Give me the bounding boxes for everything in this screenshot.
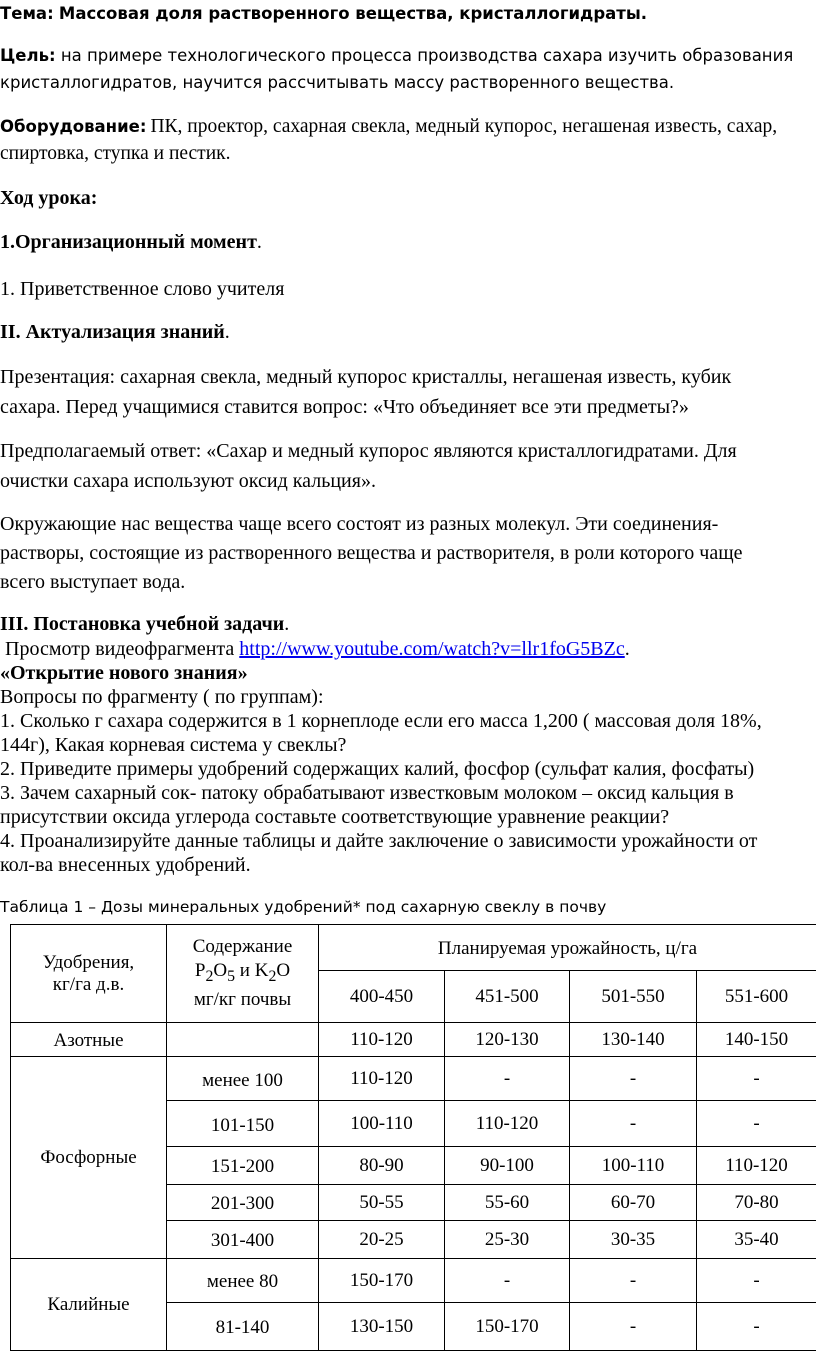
table-cell: 25-30	[445, 1221, 570, 1259]
goal-text-1: на примере технологического процесса производства сахара изучить образования	[60, 46, 794, 65]
yield-range: 400-450	[319, 971, 445, 1023]
header-content-line1: Содержание	[192, 935, 293, 957]
equipment-text-1: ПК, проектор, сахарная свекла, медный купорос, негашеная известь, сахар,	[150, 116, 778, 137]
table-cell: -	[570, 1101, 697, 1147]
header-content-o: O	[213, 959, 228, 981]
yield-range: 501-550	[570, 971, 697, 1023]
table-header-row	[11, 925, 816, 971]
fertilizer-dose-table	[10, 924, 816, 1351]
table-cell: -	[445, 1259, 570, 1303]
table-cell: 70-80	[697, 1185, 816, 1221]
table-cell: 110-120	[319, 1023, 445, 1057]
table-cell: 120-130	[445, 1023, 570, 1057]
table-cell: 100-110	[570, 1147, 697, 1185]
table-cell: -	[570, 1303, 697, 1351]
section2-p3-line3: всего выступает вода.	[0, 571, 186, 593]
nitrogen-row	[11, 1023, 816, 1057]
table-cell: 150-170	[319, 1259, 445, 1303]
header-content-line3: мг/кг почвы	[193, 989, 292, 1011]
header-fertilizer	[11, 925, 167, 1023]
topic-label: Тема:	[0, 4, 54, 23]
equipment-label: Оборудование:	[0, 117, 147, 136]
table-cell: 30-35	[570, 1221, 697, 1259]
question-4-line2: кол-ва внесенных удобрений.	[0, 854, 251, 876]
header-content-and: и K	[235, 959, 269, 981]
table-cell: -	[570, 1057, 697, 1101]
phosphorus-content: 201-300	[167, 1185, 319, 1221]
section3-title-line: III. Постановка учебной задачи.	[0, 613, 290, 635]
header-content-p-sub: 2	[205, 967, 214, 985]
header-fertilizer-line2: кг/га д.в.	[52, 973, 125, 995]
table-cell: -	[697, 1057, 816, 1101]
table-cell: -	[697, 1101, 816, 1147]
goal-line-2: кристаллогидратов, научится рассчитывать массу растворенного вещества.	[0, 73, 675, 92]
header-yield: Планируемая урожайность, ц/га	[319, 925, 816, 971]
table-cell: -	[697, 1259, 816, 1303]
question-3-line2: присутствии оксида углерода составьте соответствующие уравнение реакции?	[0, 806, 670, 828]
section1-item: 1. Приветственное слово учителя	[0, 278, 285, 300]
section2-title-line: II. Актуализация знаний.	[0, 321, 230, 343]
table-cell: -	[445, 1057, 570, 1101]
lesson-heading: Ход урока:	[0, 187, 98, 209]
phosphorus-row	[11, 1057, 816, 1101]
section2-p3-line2: растворы, состоящие из растворенного вещества и растворителя, в роли которого чаще	[0, 542, 743, 564]
section2-title: II. Актуализация знаний	[0, 321, 225, 343]
table-cell: 55-60	[445, 1185, 570, 1221]
table-cell: 110-120	[445, 1101, 570, 1147]
nitrogen-content	[167, 1023, 319, 1057]
video-line: Просмотр видеофрагмента http://www.youtube.com/watch?v=llr1foG5BZc.	[0, 638, 630, 660]
header-content-line2	[169, 959, 316, 989]
section1-title-line: 1.Организационный момент.	[0, 231, 262, 253]
new-knowledge-heading: «Открытие нового знания»	[0, 662, 248, 684]
phosphorus-name: Фосфорные	[11, 1057, 167, 1259]
header-content-o-sub: 5	[227, 967, 236, 985]
equipment-line-1	[0, 116, 777, 138]
table-cell: 130-150	[319, 1303, 445, 1351]
header-fertilizer-line1: Удобрения,	[42, 951, 135, 973]
potassium-row	[11, 1259, 816, 1303]
question-1-line1: 1. Сколько г сахара содержится в 1 корнеплоде если его масса 1,200 ( массовая доля 18%,	[0, 710, 762, 732]
table-cell: 90-100	[445, 1147, 570, 1185]
equipment-line-2: спиртовка, ступка и пестик.	[0, 143, 231, 164]
table-cell: 110-120	[697, 1147, 816, 1185]
section2-p3-line1: Окружающие нас вещества чаще всего состоят из разных молекул. Эти соединения-	[0, 513, 719, 535]
header-content-k-sub: 2	[268, 967, 277, 985]
nitrogen-name: Азотные	[11, 1023, 167, 1057]
section1-title: 1.Организационный момент	[0, 231, 257, 253]
table-cell: 110-120	[319, 1057, 445, 1101]
questions-intro: Вопросы по фрагменту ( по группам):	[0, 686, 324, 708]
video-prefix: Просмотр видеофрагмента	[0, 638, 240, 660]
phosphorus-content: 101-150	[167, 1101, 319, 1147]
table-cell: 35-40	[697, 1221, 816, 1259]
table-cell: 100-110	[319, 1101, 445, 1147]
section2-p2-line2: очистки сахара используют оксид кальция».	[0, 470, 376, 492]
header-content-o2: O	[276, 959, 291, 981]
section2-p1-line1: Презентация: сахарная свекла, медный купорос кристаллы, негашеная известь, кубик	[0, 366, 732, 388]
topic-line	[0, 4, 647, 23]
table-cell: 140-150	[697, 1023, 816, 1057]
table-caption: Таблица 1 – Дозы минеральных удобрений* под сахарную свеклу в почву	[0, 898, 607, 916]
phosphorus-content: 151-200	[167, 1147, 319, 1185]
potassium-name: Калийные	[11, 1259, 167, 1351]
question-2: 2. Приведите примеры удобрений содержащих калий, фосфор (сульфат калия, фосфаты)	[0, 758, 755, 780]
table-cell: 50-55	[319, 1185, 445, 1221]
section3-title: III. Постановка учебной задачи	[0, 613, 285, 635]
header-content	[167, 925, 319, 1023]
potassium-content: менее 80	[167, 1259, 319, 1303]
table-cell: -	[570, 1259, 697, 1303]
goal-line-1	[0, 46, 793, 65]
yield-range: 451-500	[445, 971, 570, 1023]
table-cell: 80-90	[319, 1147, 445, 1185]
header-content-p: P	[194, 959, 206, 981]
potassium-content: 81-140	[167, 1303, 319, 1351]
question-4-line1: 4. Проанализируйте данные таблицы и дайте заключение о зависимости урожайности от	[0, 830, 758, 852]
topic-text: Массовая доля растворенного вещества, кристаллогидраты.	[58, 4, 648, 23]
phosphorus-content: 301-400	[167, 1221, 319, 1259]
table-cell: -	[697, 1303, 816, 1351]
table-cell: 130-140	[570, 1023, 697, 1057]
video-link[interactable]: http://www.youtube.com/watch?v=llr1foG5BZc	[239, 638, 625, 660]
goal-label: Цель:	[0, 46, 56, 65]
table-cell: 60-70	[570, 1185, 697, 1221]
question-1-line2: 144г), Какая корневая система у свеклы?	[0, 734, 347, 756]
phosphorus-content: менее 100	[167, 1057, 319, 1101]
yield-range: 551-600	[697, 971, 816, 1023]
section2-p2-line1: Предполагаемый ответ: «Сахар и медный купорос являются кристаллогидратами. Для	[0, 440, 737, 462]
table-cell: 150-170	[445, 1303, 570, 1351]
table-cell: 20-25	[319, 1221, 445, 1259]
question-3-line1: 3. Зачем сахарный сок- патоку обрабатывают известковым молоком – оксид кальция в	[0, 782, 734, 804]
section2-p1-line2: сахара. Перед учащимися ставится вопрос: «Что объединяет все эти предметы?»	[0, 396, 689, 418]
